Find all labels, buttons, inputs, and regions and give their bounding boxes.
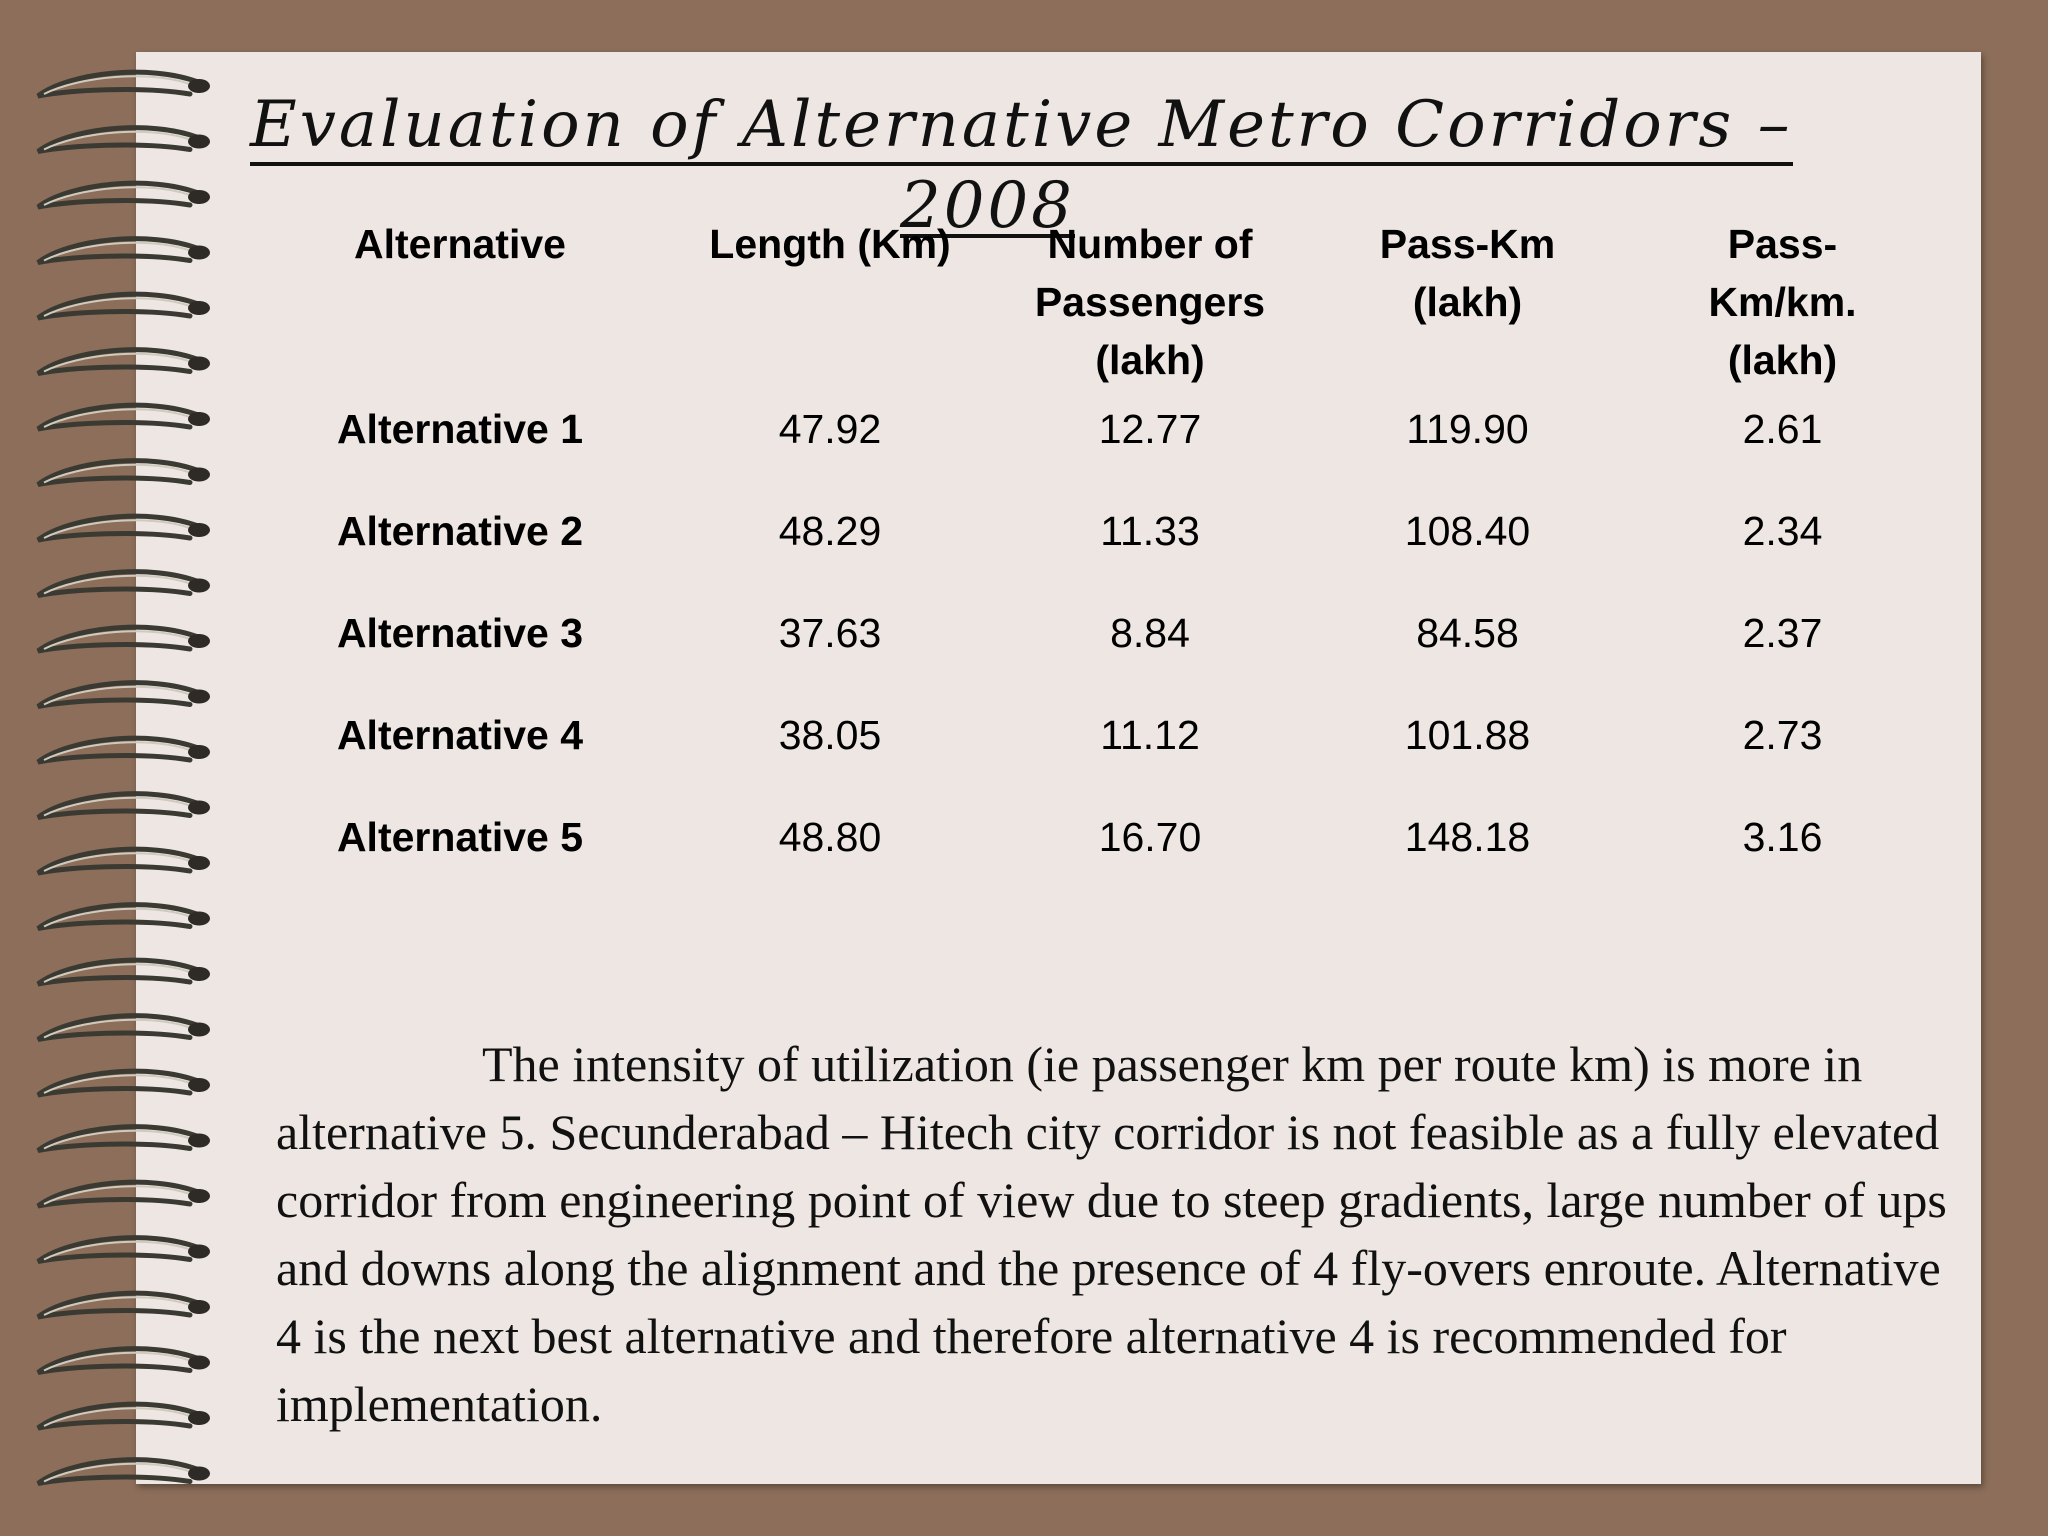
table-row <box>270 502 1920 604</box>
cell-pass-km-per-km: 2.34 <box>1742 508 1823 554</box>
cell-pass-km-per-km: 2.61 <box>1742 406 1823 452</box>
cell-alternative: Alternative 4 <box>336 712 584 758</box>
cell-length: 38.05 <box>778 712 882 758</box>
cell-length: 48.80 <box>778 814 882 860</box>
cell-length: 47.92 <box>778 406 882 452</box>
conclusion-paragraph: The intensity of utilization (ie passenger km per route km) is more in alternative 5. Secunderabad – Hitech city corridor is not feasible as a fully elevated corridor from engineering point of view due to steep gradients, large number of ups and downs along the alignment and the presence of 4 fly-overs enroute. Alternative 4 is the next best alternative and therefore alternative 4 is recommended for implementation. <box>276 1036 1947 1432</box>
cell-pass-km: 84.58 <box>1416 610 1519 656</box>
cell-alternative: Alternative 2 <box>336 508 584 554</box>
cell-passengers: 8.84 <box>1110 610 1190 656</box>
table-row <box>270 808 1920 910</box>
header-pass-km-per-km: Pass- Km/km. (lakh) <box>1708 221 1857 383</box>
title-line-2: 2008 <box>900 169 1075 243</box>
cell-length: 48.29 <box>778 508 882 554</box>
header-alternative: Alternative <box>354 221 566 267</box>
cell-pass-km-per-km: 3.16 <box>1742 814 1823 860</box>
cell-passengers: 16.70 <box>1098 814 1202 860</box>
cell-passengers: 11.12 <box>1100 712 1200 758</box>
header-length: Length (Km) <box>709 221 951 267</box>
table-row <box>270 604 1920 706</box>
cell-alternative: Alternative 1 <box>336 406 584 452</box>
cell-passengers: 12.77 <box>1098 406 1202 452</box>
cell-pass-km: 108.40 <box>1404 508 1531 554</box>
evaluation-table <box>270 215 1920 910</box>
header-passengers: Number of Passengers (lakh) <box>1034 221 1266 383</box>
cell-pass-km-per-km: 2.73 <box>1742 712 1823 758</box>
cell-pass-km-per-km: 2.37 <box>1742 610 1823 656</box>
header-pass-km: Pass-Km (lakh) <box>1379 221 1556 325</box>
cell-length: 37.63 <box>778 610 882 656</box>
cell-pass-km: 101.88 <box>1404 712 1531 758</box>
table-header-row <box>270 215 1920 400</box>
cell-pass-km: 148.18 <box>1404 814 1531 860</box>
cell-alternative: Alternative 3 <box>336 610 584 656</box>
cell-pass-km: 119.90 <box>1406 406 1529 452</box>
table-row <box>270 706 1920 808</box>
cell-passengers: 11.33 <box>1100 508 1200 554</box>
title-line-1: Evaluation of Alternative Metro Corridors – <box>250 90 1793 166</box>
table-row <box>270 400 1920 502</box>
cell-alternative: Alternative 5 <box>336 814 584 860</box>
